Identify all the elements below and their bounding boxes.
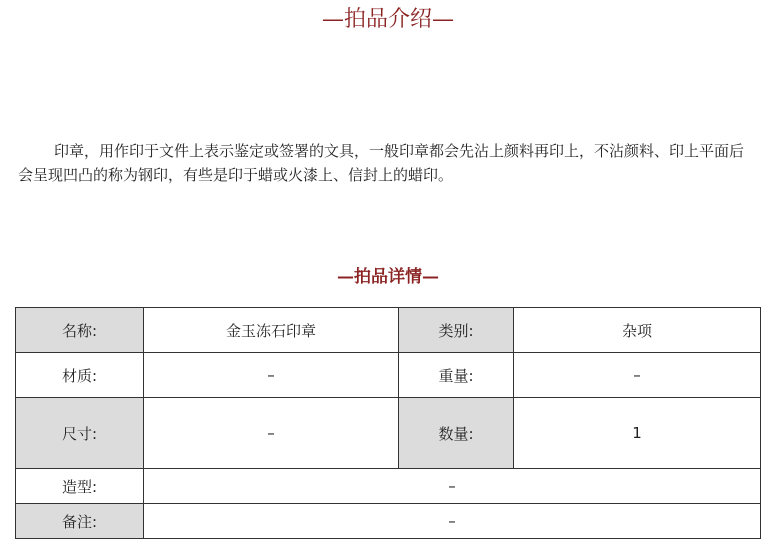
- shape-value: –: [144, 469, 761, 504]
- lot-intro-paragraph: 印章，用作印于文件上表示鉴定或签署的文具，一般印章都会先沾上颜料再印上，不沾颜料、印上平面后会呈现凹凸的称为钢印，有些是印于蜡或火漆上、信封上的蜡印。: [18, 142, 745, 184]
- category-value: 杂项: [514, 308, 761, 353]
- table-row: [16, 398, 761, 469]
- lot-intro-title: —拍品介绍—: [321, 7, 454, 32]
- name-value: 金玉冻石印章: [144, 308, 399, 353]
- size-value: –: [144, 398, 399, 469]
- note-label: 备注:: [16, 504, 144, 539]
- note-value: –: [144, 504, 761, 539]
- material-value: –: [144, 353, 399, 398]
- category-label: 类别:: [399, 308, 514, 353]
- size-label: 尺寸:: [16, 398, 144, 469]
- table-row: [16, 353, 761, 398]
- weight-value: –: [514, 353, 761, 398]
- lot-details-title: —拍品详情—: [337, 267, 439, 287]
- quantity-label: 数量:: [399, 398, 514, 469]
- table-row: [16, 469, 761, 504]
- weight-label: 重量:: [399, 353, 514, 398]
- name-label: 名称:: [16, 308, 144, 353]
- table-row: [16, 308, 761, 353]
- material-label: 材质:: [16, 353, 144, 398]
- lot-details-table: [15, 307, 761, 539]
- shape-label: 造型:: [16, 469, 144, 504]
- table-row: [16, 504, 761, 539]
- quantity-value: 1: [514, 398, 761, 469]
